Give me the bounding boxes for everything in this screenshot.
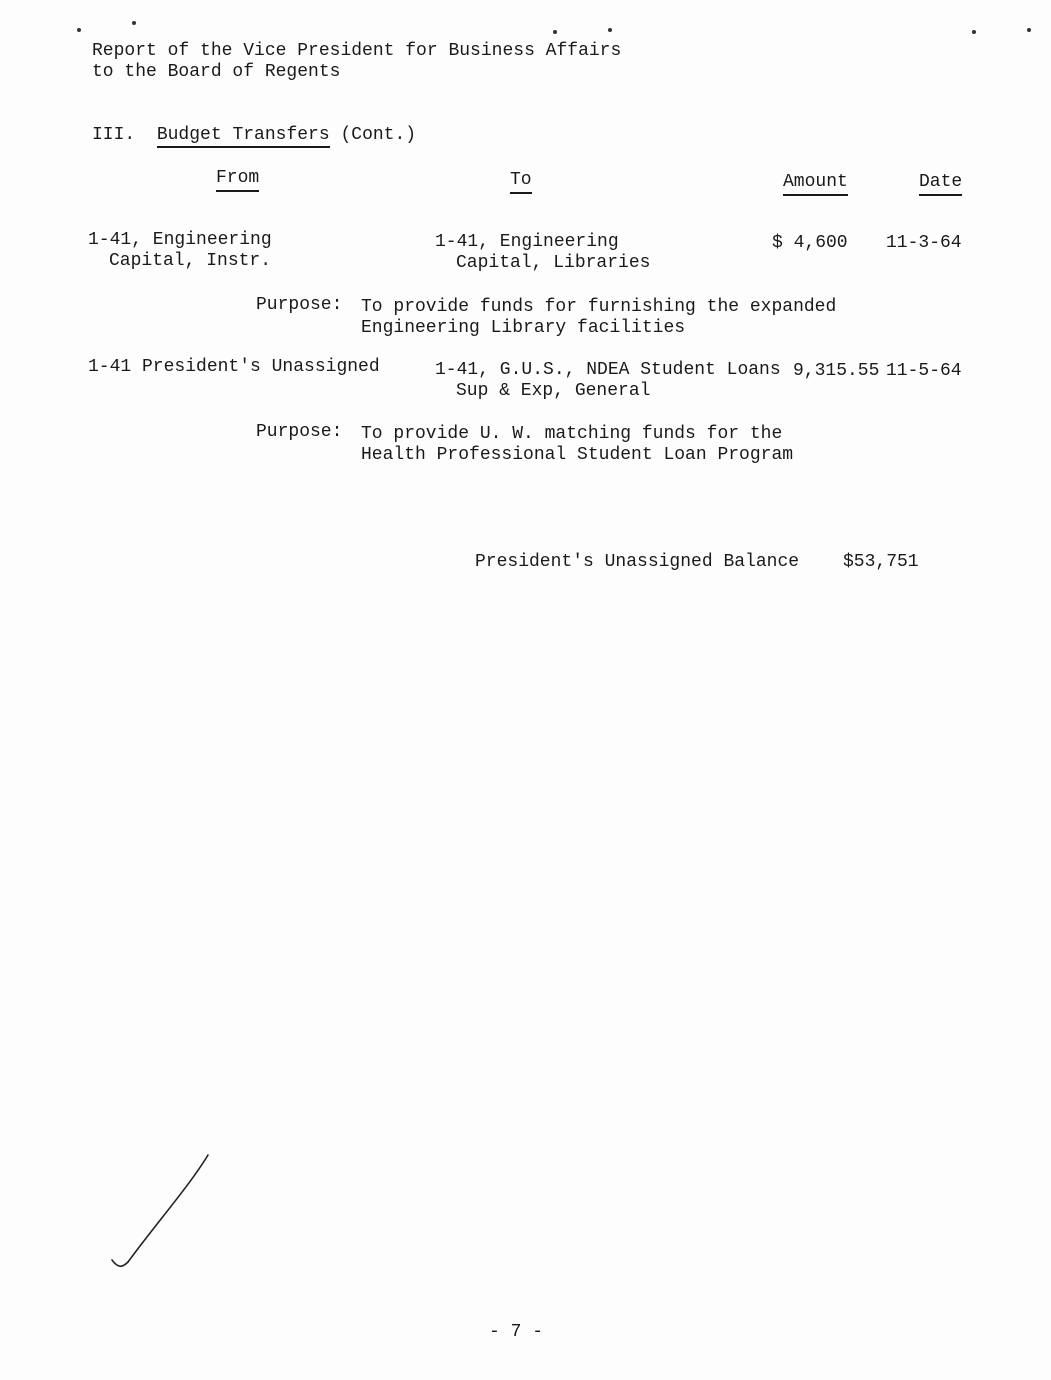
balance-label: President's Unassigned Balance <box>475 552 800 572</box>
report-title-line-1: Report of the Vice President for Business Affairs <box>92 41 622 61</box>
balance-value: $53,751 <box>843 552 919 572</box>
purpose-line-1: To provide funds for furnishing the expanded <box>361 297 837 317</box>
report-title-line-2: to the Board of Regents <box>92 62 341 82</box>
transfer-from-line-2: Capital, Instr. <box>109 251 272 271</box>
column-header-date: Date <box>919 172 962 196</box>
section-title: Budget Transfers <box>157 125 330 148</box>
transfer-date: 11-3-64 <box>886 233 962 253</box>
transfer-amount: 9,315.55 <box>793 361 880 381</box>
scan-speck <box>132 21 136 25</box>
purpose-label: Purpose: <box>256 422 343 442</box>
transfer-amount: $ 4,600 <box>772 233 848 253</box>
section-numeral: III. <box>92 125 136 145</box>
transfer-date: 11-5-64 <box>886 361 962 381</box>
scan-speck <box>77 28 81 32</box>
transfer-to-line-1: 1-41, Engineering <box>435 232 619 252</box>
section-heading <box>92 125 416 146</box>
transfer-to-line-1: 1-41, G.U.S., NDEA Student Loans <box>435 360 781 380</box>
section-suffix: (Cont.) <box>340 125 417 145</box>
transfer-to-line-2: Sup & Exp, General <box>456 381 651 401</box>
purpose-line-2: Engineering Library facilities <box>361 318 686 338</box>
transfer-from-line-1: 1-41 President's Unassigned <box>88 357 380 377</box>
transfer-to-line-2: Capital, Libraries <box>456 253 651 273</box>
purpose-line-2: Health Professional Student Loan Program <box>361 445 794 465</box>
purpose-line-1: To provide U. W. matching funds for the <box>361 424 783 444</box>
column-header-amount: Amount <box>783 172 848 196</box>
column-header-from: From <box>216 168 259 192</box>
scan-speck <box>553 30 557 34</box>
transfer-from-line-1: 1-41, Engineering <box>88 230 272 250</box>
purpose-label: Purpose: <box>256 295 343 315</box>
column-header-to: To <box>510 170 532 194</box>
scan-speck <box>972 30 976 34</box>
handwritten-check-mark <box>100 1150 220 1280</box>
scan-speck <box>608 28 612 32</box>
scan-speck <box>1027 28 1031 32</box>
page-number: - 7 - <box>489 1322 544 1342</box>
